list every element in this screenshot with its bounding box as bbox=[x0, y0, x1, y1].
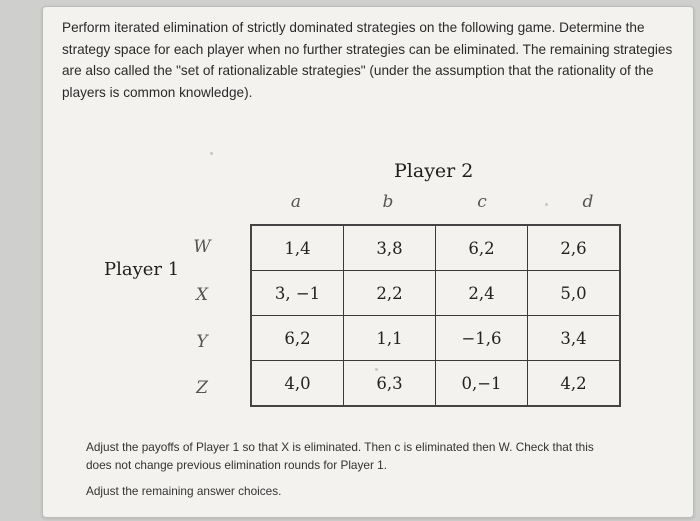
decorative-dot bbox=[545, 203, 548, 206]
player2-label: Player 2 bbox=[394, 160, 474, 182]
payoff-cell: 3,8 bbox=[344, 225, 436, 271]
column-label-b: b bbox=[382, 192, 394, 212]
payoff-cell: 6,2 bbox=[251, 316, 344, 361]
table-row bbox=[251, 361, 620, 407]
table-row bbox=[251, 225, 620, 271]
column-label-c: c bbox=[477, 192, 487, 212]
payoff-cell: 4,0 bbox=[251, 361, 344, 407]
payoff-cell: 2,2 bbox=[344, 271, 436, 316]
row-label-x: X bbox=[195, 285, 209, 305]
payoff-cell: 6,2 bbox=[436, 225, 528, 271]
payoff-cell: 1,4 bbox=[251, 225, 344, 271]
payoff-cell: −1,6 bbox=[436, 316, 528, 361]
player1-label: Player 1 bbox=[104, 259, 180, 280]
payoff-cell: 3,4 bbox=[528, 316, 621, 361]
instruction-line-1: Adjust the payoffs of Player 1 so that X is eliminated. Then c is eliminated then W. Check that this bbox=[86, 440, 594, 454]
payoff-cell: 1,1 bbox=[344, 316, 436, 361]
payoff-cell: 0,−1 bbox=[436, 361, 528, 407]
payoff-cell: 3, −1 bbox=[251, 271, 344, 316]
instruction-line-3: Adjust the remaining answer choices. bbox=[86, 484, 282, 498]
column-label-a: a bbox=[290, 192, 302, 212]
row-label-w: W bbox=[193, 237, 211, 257]
table-row bbox=[251, 271, 620, 316]
payoff-cell: 4,2 bbox=[528, 361, 621, 407]
payoff-cell: 2,6 bbox=[528, 225, 621, 271]
payoff-cell: 5,0 bbox=[528, 271, 621, 316]
decorative-dot bbox=[210, 152, 213, 155]
row-label-y: Y bbox=[196, 332, 208, 352]
row-label-z: Z bbox=[196, 378, 208, 398]
payoff-matrix bbox=[250, 224, 621, 407]
instruction-line-2: does not change previous elimination rounds for Player 1. bbox=[86, 458, 387, 472]
payoff-cell: 2,4 bbox=[436, 271, 528, 316]
payoff-cell: 6,3 bbox=[344, 361, 436, 407]
table-row bbox=[251, 316, 620, 361]
question-text: Perform iterated elimination of strictly dominated strategies on the following game. Determine the strategy space for each player when no further strategies can be eliminated. The remaining strategies are also called the "set of rationalizable strategies" (under the assumption that the rationality of the players is common knowledge). bbox=[62, 20, 673, 100]
column-label-d: d bbox=[582, 192, 594, 212]
